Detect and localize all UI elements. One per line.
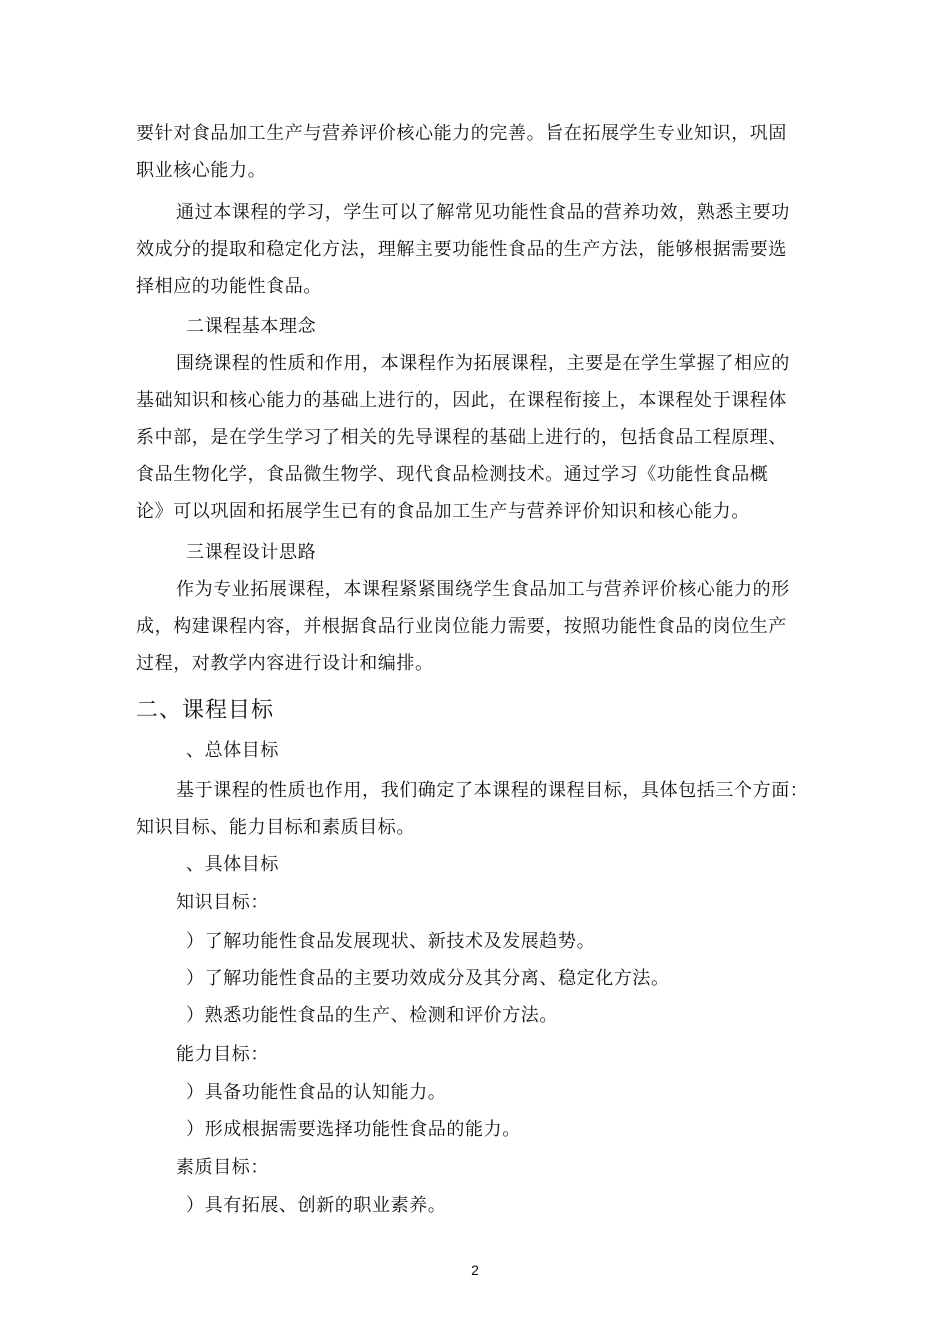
chapter-heading: 二、课程目标 [136, 698, 275, 723]
paragraph-line: 成，构建课程内容，并根据食品行业岗位能力需要，按照功能性食品的岗位生产 [136, 616, 787, 637]
section-heading: 、具体目标 [186, 854, 279, 875]
paragraph-line: 知识目标、能力目标和素质目标。 [136, 817, 415, 838]
paragraph-line: 作为专业拓展课程，本课程紧紧围绕学生食品加工与营养评价核心能力的形 [176, 579, 790, 600]
subsection-label: 能力目标： [176, 1044, 269, 1065]
list-item: ）熟悉功能性食品的生产、检测和评价方法。 [186, 1005, 558, 1026]
list-item: ）形成根据需要选择功能性食品的能力。 [186, 1119, 521, 1140]
section-heading: 二课程基本理念 [186, 316, 317, 337]
paragraph-line: 职业核心能力。 [136, 160, 267, 181]
list-item: ）了解功能性食品的主要功效成分及其分离、稳定化方法。 [186, 968, 670, 989]
paragraph-line: 过程，对教学内容进行设计和编排。 [136, 653, 434, 674]
list-item: ）具有拓展、创新的职业素养。 [186, 1195, 447, 1216]
list-item: ）了解功能性食品发展现状、新技术及发展趋势。 [186, 931, 596, 952]
paragraph-line: 通过本课程的学习，学生可以了解常见功能性食品的营养功效，熟悉主要功 [176, 202, 790, 223]
page-number: 2 [471, 1262, 479, 1278]
paragraph-line: 基于课程的性质也作用，我们确定了本课程的课程目标，具体包括三个方面： [176, 780, 809, 801]
subsection-label: 素质目标： [176, 1157, 269, 1178]
paragraph-line: 基础知识和核心能力的基础上进行的，因此，在课程衔接上，本课程处于课程体 [136, 390, 787, 411]
subsection-label: 知识目标： [176, 892, 269, 913]
paragraph-line: 择相应的功能性食品。 [136, 276, 322, 297]
section-heading: 三课程设计思路 [186, 542, 317, 563]
paragraph-line: 论》可以巩固和拓展学生已有的食品加工生产与营养评价知识和核心能力。 [136, 501, 750, 522]
paragraph-line: 效成分的提取和稳定化方法，理解主要功能性食品的生产方法，能够根据需要选 [136, 239, 787, 260]
paragraph-line: 围绕课程的性质和作用，本课程作为拓展课程，主要是在学生掌握了相应的 [176, 353, 790, 374]
list-item: ）具备功能性食品的认知能力。 [186, 1082, 447, 1103]
paragraph-line: 系中部，是在学生学习了相关的先导课程的基础上进行的，包括食品工程原理、 [136, 427, 787, 448]
paragraph-line: 要针对食品加工生产与营养评价核心能力的完善。旨在拓展学生专业知识，巩固 [136, 123, 787, 144]
paragraph-line: 食品生物化学，食品微生物学、现代食品检测技术。通过学习《功能性食品概 [136, 464, 769, 485]
section-heading: 、总体目标 [186, 740, 279, 761]
